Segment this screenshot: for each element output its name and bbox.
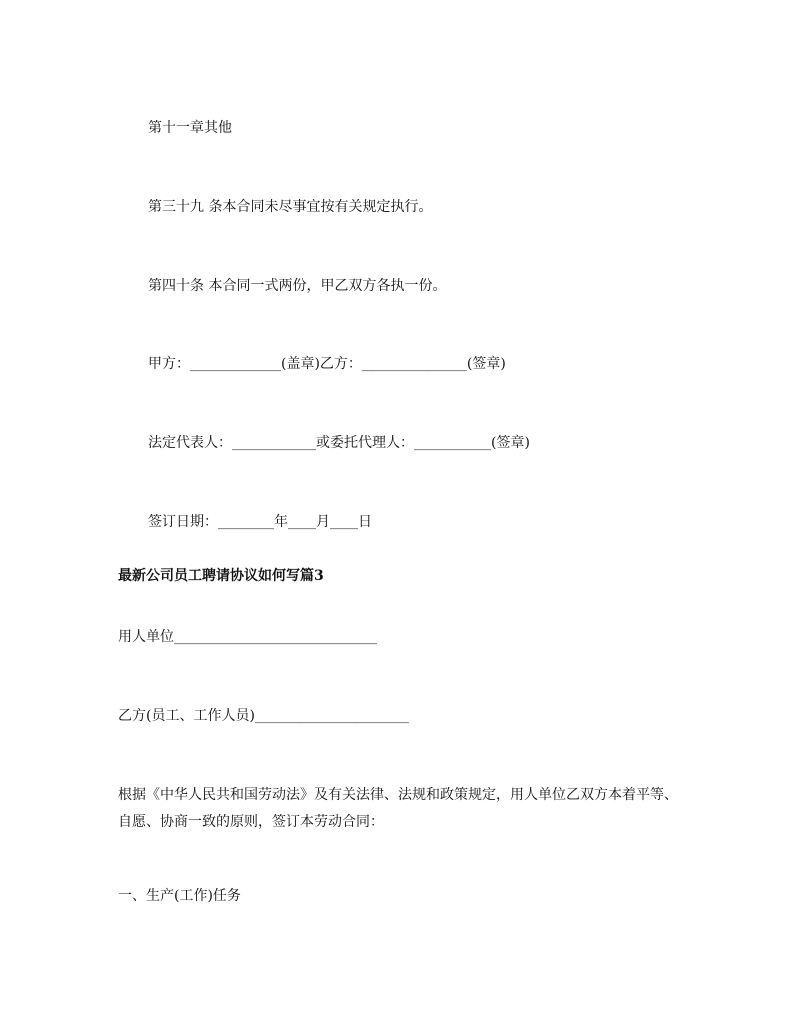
article-39: 第三十九 条本合同未尽事宜按有关规定执行。 — [148, 199, 433, 215]
section-title: 最新公司员工聘请协议如何写篇3 — [118, 568, 324, 584]
section-1-heading: 一、生产(工作)任务 — [118, 888, 241, 904]
party-signature-line: 甲方：_____________(盖章)乙方：_______________(签章) — [148, 356, 506, 372]
chapter-heading: 第十一章其他 — [148, 120, 232, 136]
signing-date-line: 签订日期：________年____月____日 — [148, 514, 372, 530]
legal-representative-line: 法定代表人：____________或委托代理人：___________(签章) — [148, 435, 530, 451]
party-b-line: 乙方(员工、工作人员)______________________ — [118, 708, 409, 724]
employer-line: 用人单位_____________________________ — [118, 629, 377, 645]
basis-paragraph: 根据《中华人民共和国劳动法》及有关法律、法规和政策规定，用人单位乙双方本着平等、自愿、协商一致的原则，签订本劳动合同： — [118, 787, 678, 830]
article-40: 第四十条 本合同一式两份，甲乙双方各执一份。 — [148, 278, 447, 294]
